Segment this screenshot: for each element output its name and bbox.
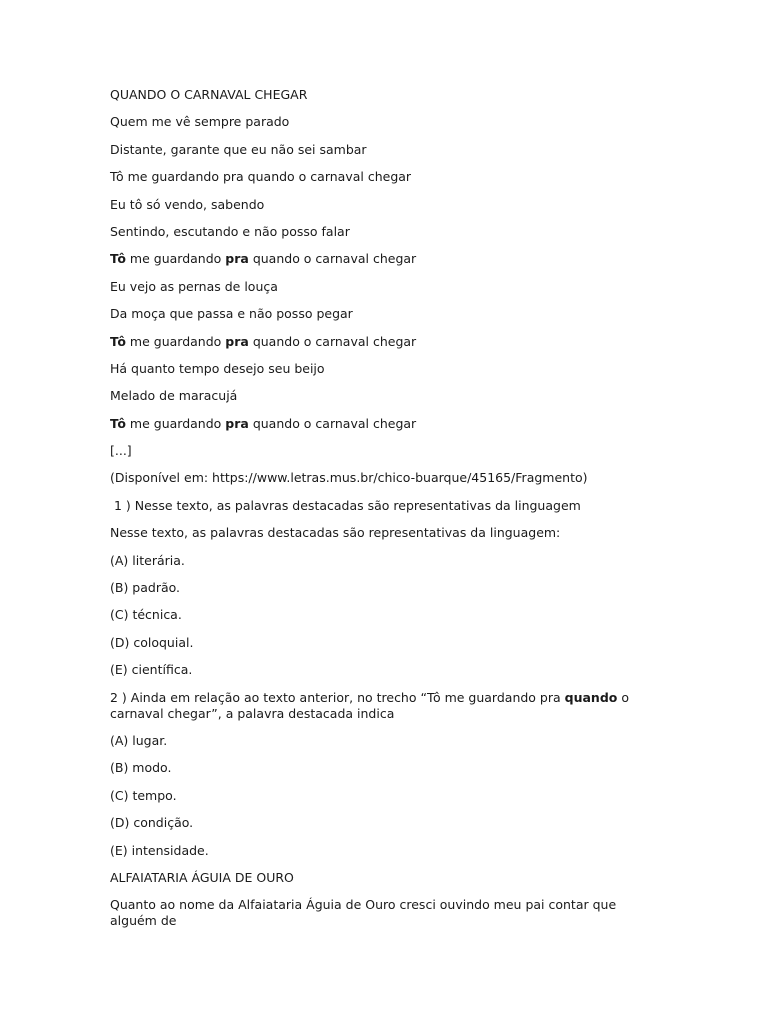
ellipsis: [...]	[110, 443, 132, 459]
refrain-line	[110, 334, 650, 350]
question-2-heading	[110, 690, 650, 722]
highlight-word: pra	[225, 415, 249, 431]
text-2-paragraph: Quanto ao nome da Alfaiataria Águia de Ouro cresci ouvindo meu pai contar que alguém de	[110, 897, 621, 929]
verse-line: Da moça que passa e não posso pegar	[110, 306, 353, 322]
refrain-line	[110, 251, 650, 267]
verse-line: Quem me vê sempre parado	[110, 114, 290, 130]
answer-option: (A) lugar.	[110, 732, 168, 748]
highlight-word: pra	[225, 333, 249, 349]
question-2-text: o carnaval chegar”, a palavra destacada indica	[110, 689, 629, 721]
document-page	[110, 87, 650, 941]
answer-option: (D) coloquial.	[110, 634, 194, 650]
answer-option: (B) modo.	[110, 760, 172, 776]
source-citation: (Disponível em: https://www.letras.mus.br/chico-buarque/45165/Fragmento)	[110, 470, 588, 486]
refrain-text: me guardando	[125, 333, 226, 349]
highlight-word: Tô	[110, 251, 126, 267]
answer-option: (B) padrão.	[110, 580, 181, 596]
highlight-word: quando	[564, 689, 618, 705]
verse-line: Distante, garante que eu não sei sambar	[110, 141, 367, 157]
question-1-statement: Nesse texto, as palavras destacadas são representativas da linguagem:	[110, 525, 561, 541]
refrain-line	[110, 416, 650, 432]
text-2-title: ALFAIATARIA ÁGUIA DE OURO	[110, 869, 294, 885]
question-1-heading: 1 ) Nesse texto, as palavras destacadas são representativas da linguagem	[110, 497, 581, 513]
verse-line: Sentindo, escutando e não posso falar	[110, 223, 350, 239]
answer-option: (D) condição.	[110, 815, 194, 831]
refrain-text: me guardando	[125, 251, 226, 267]
highlight-word: pra	[225, 251, 249, 267]
highlight-word: Tô	[110, 415, 126, 431]
refrain-text: quando o carnaval chegar	[248, 251, 417, 267]
answer-option: (A) literária.	[110, 552, 185, 568]
verse-line: Tô me guardando pra quando o carnaval chegar	[110, 169, 412, 185]
refrain-text: quando o carnaval chegar	[248, 333, 417, 349]
verse-line: Eu vejo as pernas de louça	[110, 278, 278, 294]
song-title: QUANDO O CARNAVAL CHEGAR	[110, 87, 308, 102]
refrain-text: quando o carnaval chegar	[248, 415, 417, 431]
highlight-word: Tô	[110, 333, 126, 349]
refrain-text: me guardando	[125, 415, 226, 431]
verse-line: Melado de maracujá	[110, 388, 238, 404]
answer-option: (E) científica.	[110, 662, 193, 678]
answer-option: (C) tempo.	[110, 787, 177, 803]
answer-option: (C) técnica.	[110, 607, 182, 623]
question-2-text: 2 ) Ainda em relação ao texto anterior, no trecho “Tô me guardando pra	[110, 689, 565, 705]
verse-line: Há quanto tempo desejo seu beijo	[110, 360, 325, 376]
answer-option: (E) intensidade.	[110, 842, 209, 858]
verse-line: Eu tô só vendo, sabendo	[110, 196, 265, 212]
